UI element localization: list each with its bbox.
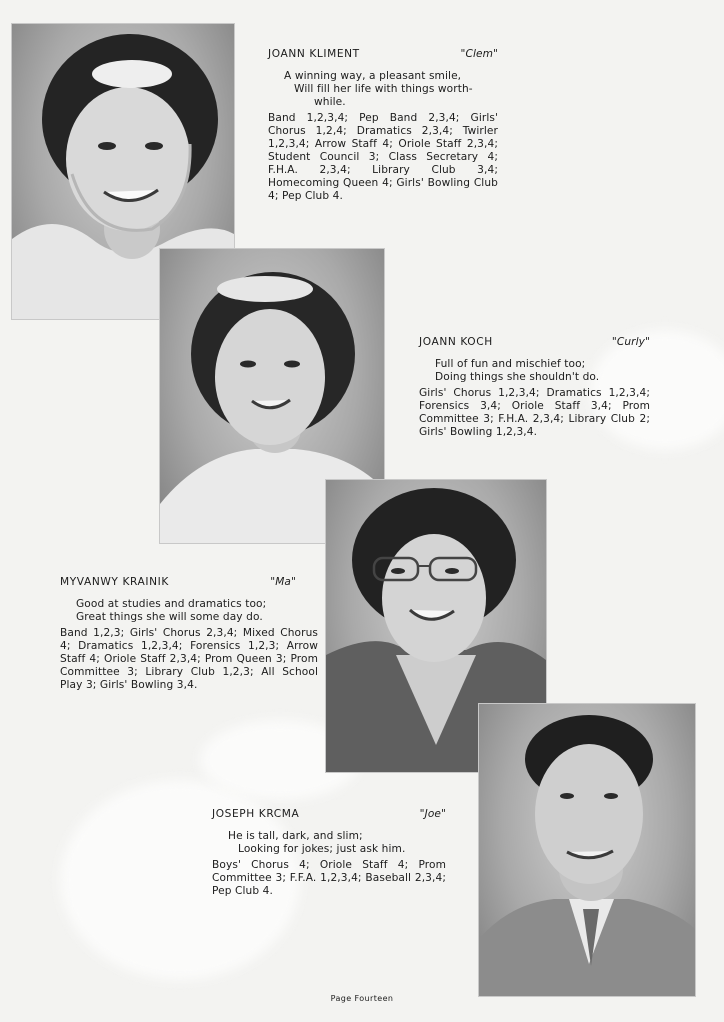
student-verse: Good at studies and dramatics too; Great things she will some day do. (76, 598, 267, 623)
student-name: JOANN KOCH (419, 336, 493, 348)
student-activities: Band 1,2,3,4; Pep Band 2,3,4; Girls' Chorus 1,2,4; Dramatics 2,3,4; Twirler 1,2,3,4; Arrow Staff 4; Oriole Staff 2,3,4; Student Council 3; Class Secretary 4; F.H.A. 2,3,4; Library Club 3,4; Homecoming Queen 4; Girls' Bowling Club 4; Pep Club 4. (268, 112, 498, 202)
student-name: MYVANWY KRAINIK (60, 576, 169, 588)
student-nickname: "Clem" (460, 48, 498, 60)
student-name: JOANN KLIMENT (268, 48, 360, 60)
page-footer: Page Fourteen (330, 994, 394, 1003)
entry-joann-kliment (268, 48, 498, 203)
entry-myvanwy-krainik (60, 576, 318, 692)
student-nickname: "Ma" (270, 576, 296, 588)
student-verse: Full of fun and mischief too; Doing things she shouldn't do. (435, 358, 600, 383)
entry-joseph-krcma (212, 808, 446, 898)
student-activities: Boys' Chorus 4; Oriole Staff 4; Prom Committee 3; F.F.A. 1,2,3,4; Baseball 2,3,4; Pep Club 4. (212, 859, 446, 897)
portrait-joseph-krcma (479, 704, 695, 996)
student-verse: He is tall, dark, and slim; Looking for jokes; just ask him. (228, 830, 406, 855)
student-verse: A winning way, a pleasant smile, Will fill her life with things worth- while. (284, 70, 473, 108)
student-nickname: "Joe" (419, 808, 446, 820)
entry-joann-koch (419, 336, 650, 439)
student-nickname: "Curly" (611, 336, 650, 348)
student-activities: Band 1,2,3; Girls' Chorus 2,3,4; Mixed Chorus 4; Dramatics 1,2,3,4; Forensics 1,2,3; Arrow Staff 4; Oriole Staff 2,3,4; Prom Queen 3; Prom Committee 3; Library Club 1,2,3; All School Play 3; Girls' Bowling 3,4. (60, 627, 318, 691)
student-activities: Girls' Chorus 1,2,3,4; Dramatics 1,2,3,4; Forensics 3,4; Oriole Staff 3,4; Prom Committee 3; F.H.A. 2,3,4; Library Club 2; Girls' Bowling 1,2,3,4. (419, 387, 650, 438)
student-name: JOSEPH KRCMA (212, 808, 300, 820)
